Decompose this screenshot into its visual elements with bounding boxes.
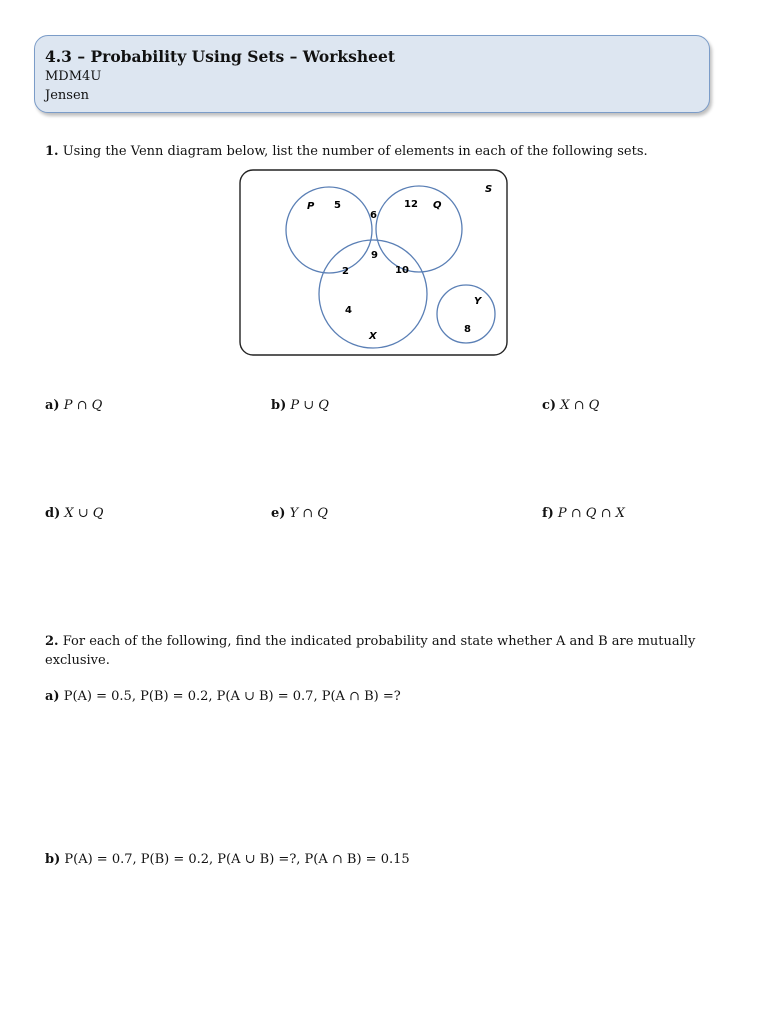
part-label: c) bbox=[542, 398, 557, 413]
part-label: b) bbox=[45, 852, 61, 867]
venn-diagram bbox=[238, 168, 510, 358]
q1-part-a bbox=[45, 397, 102, 415]
region-p-x: 2 bbox=[342, 266, 349, 277]
question-text: Using the Venn diagram below, list the number of elements in each of the following sets. bbox=[62, 144, 648, 159]
region-p-q: 6 bbox=[370, 210, 377, 221]
part-expression: X ∪ Q bbox=[64, 506, 104, 521]
teacher-name: Jensen bbox=[45, 88, 90, 103]
set-p-circle bbox=[286, 187, 372, 273]
course-code: MDM4U bbox=[45, 69, 102, 84]
part-label: d) bbox=[45, 506, 61, 521]
set-p-label: P bbox=[307, 201, 315, 212]
question-number: 2. bbox=[45, 634, 59, 649]
q2-part-a bbox=[45, 688, 401, 706]
part-label: e) bbox=[271, 506, 286, 521]
question-1 bbox=[45, 142, 648, 161]
q1-part-e bbox=[271, 505, 328, 523]
question-2 bbox=[45, 632, 695, 670]
q1-part-d bbox=[45, 505, 103, 523]
part-expression: P(A) = 0.5, P(B) = 0.2, P(A ∪ B) = 0.7, P(A ∩ B) =? bbox=[63, 689, 401, 704]
region-q-x: 10 bbox=[395, 265, 409, 276]
region-x-only: 4 bbox=[345, 305, 352, 316]
region-y-only: 8 bbox=[464, 324, 471, 335]
set-q-circle bbox=[376, 186, 462, 272]
worksheet-title: 4.3 – Probability Using Sets – Worksheet bbox=[45, 47, 395, 66]
part-expression: P ∪ Q bbox=[290, 398, 329, 413]
set-y-label: Y bbox=[474, 296, 482, 307]
q1-part-f bbox=[542, 505, 625, 523]
set-x-label: X bbox=[369, 331, 377, 342]
part-expression: Y ∩ Q bbox=[289, 506, 328, 521]
set-q-label: Q bbox=[433, 200, 442, 211]
region-p-only: 5 bbox=[334, 200, 341, 211]
part-expression: P(A) = 0.7, P(B) = 0.2, P(A ∪ B) =?, P(A ∩ B) = 0.15 bbox=[64, 852, 410, 867]
part-expression: P ∩ Q ∩ X bbox=[557, 506, 625, 521]
part-label: f) bbox=[542, 506, 554, 521]
question-text-line1: For each of the following, find the indicated probability and state whether A and B are mutually bbox=[62, 634, 696, 649]
question-number: 1. bbox=[45, 144, 59, 159]
region-p-q-x: 9 bbox=[371, 250, 378, 261]
part-expression: X ∩ Q bbox=[560, 398, 600, 413]
q1-part-c bbox=[542, 397, 599, 415]
part-label: a) bbox=[45, 689, 60, 704]
part-expression: P ∩ Q bbox=[63, 398, 103, 413]
worksheet-header bbox=[34, 35, 710, 113]
q2-part-b bbox=[45, 851, 410, 869]
part-label: b) bbox=[271, 398, 287, 413]
question-text-line2: exclusive. bbox=[45, 653, 110, 668]
q1-part-b bbox=[271, 397, 329, 415]
universe-label: S bbox=[485, 184, 493, 195]
region-q-only: 12 bbox=[404, 199, 418, 210]
part-label: a) bbox=[45, 398, 60, 413]
